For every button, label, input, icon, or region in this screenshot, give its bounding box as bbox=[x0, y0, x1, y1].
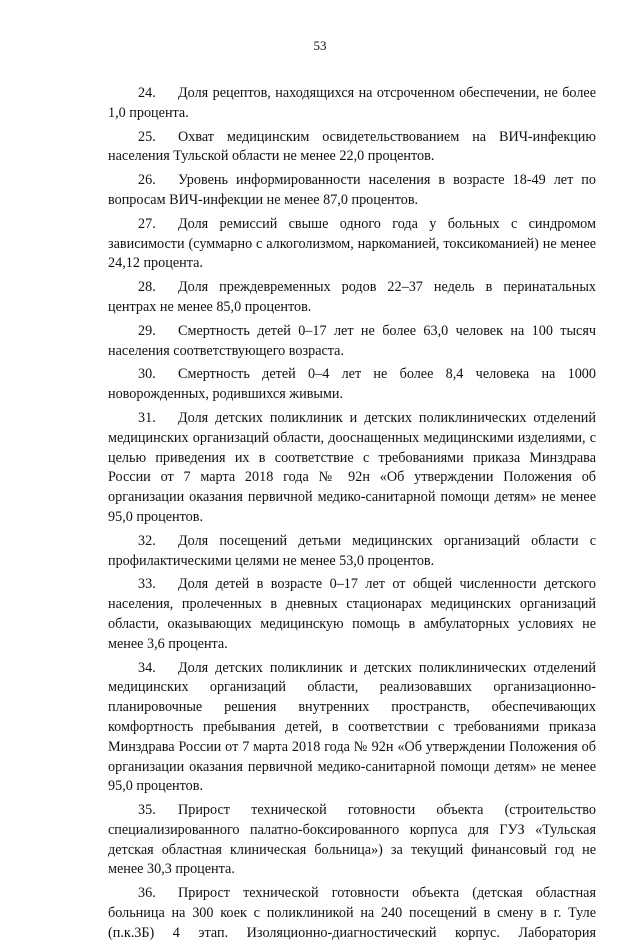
list-item bbox=[108, 171, 596, 211]
item-number: 32. bbox=[138, 532, 156, 549]
item-text: Доля ремиссий свыше одного года у больных с синдромом зависимости (суммарно с алкоголизмом, наркоманией, токсикоманией) не менее 24,12 процента. bbox=[108, 215, 596, 272]
item-number: 29. bbox=[138, 322, 156, 339]
item-number: 35. bbox=[138, 802, 156, 819]
list-item bbox=[108, 884, 596, 943]
item-text: Смертность детей 0–4 лет не более 8,4 человека на 1000 новорожденных, родившихся живыми. bbox=[108, 366, 596, 403]
item-text: Доля рецептов, находящихся на отсроченном обеспечении, не более 1,0 процента. bbox=[108, 85, 596, 121]
list-item bbox=[108, 365, 596, 405]
item-text: Доля посещений детьми медицинских организаций области с профилактическими целями не менее 53,0 процентов. bbox=[108, 532, 596, 569]
item-text: Прирост технической готовности объекта (детская областная больница на 300 коек с поликлиникой на 240 посещений в смену в г. Туле (п.к.3Б) 4 этап. Изоляционно-диагностический корпус. Лаборатория bbox=[108, 885, 596, 941]
list-item bbox=[108, 322, 596, 362]
item-number: 26. bbox=[138, 172, 156, 189]
list-item bbox=[108, 801, 596, 880]
item-text: Охват медицинским освидетельствованием на ВИЧ-инфекцию населения Тульской области не менее 22,0 процентов. bbox=[108, 128, 596, 165]
item-text: Доля детских поликлиник и детских поликлинических отделений медицинских организаций области, реализовавших организационно-планировочные решения внутренних пространств, обеспечивающих комфортность пребывания детей, в соответствии с требованиями приказа Минздрава России от 7 марта 2018 года № 92н «Об утверждении Положения об организации оказания первичной медико-санитарной помощи детям» не менее 95,0 процентов. bbox=[108, 659, 596, 795]
item-text: Уровень информированности населения в возрасте 18-49 лет по вопросам ВИЧ-инфекции не менее 87,0 процентов. bbox=[108, 172, 596, 208]
page-number: 53 bbox=[313, 38, 327, 53]
item-number: 30. bbox=[138, 366, 156, 383]
list-item bbox=[108, 128, 596, 168]
item-number: 33. bbox=[138, 576, 156, 593]
list-item bbox=[108, 659, 596, 798]
item-text: Доля детей в возрасте 0–17 лет от общей численности детского населения, пролеченных в дневных стационарах медицинских организаций области, оказывающих медицинскую помощь в амбулаторных условиях не менее 3,6 процента. bbox=[108, 576, 596, 652]
item-text: Прирост технической готовности объекта (строительство специализированного палатно-боксированного корпуса для ГУЗ «Тульская детская областная клиническая больница») за текущий финансовый год не менее 30,3 процента. bbox=[108, 802, 596, 878]
item-number: 28. bbox=[138, 279, 156, 296]
list-item bbox=[108, 532, 596, 572]
item-text: Доля преждевременных родов 22–37 недель в перинатальных центрах не менее 85,0 процентов. bbox=[108, 279, 596, 315]
item-text: Смертность детей 0–17 лет не более 63,0 человек на 100 тысяч населения соответствующего возраста. bbox=[108, 322, 596, 359]
item-number: 36. bbox=[138, 885, 156, 902]
document-body bbox=[108, 84, 596, 948]
list-item bbox=[108, 215, 596, 274]
item-text: Доля детских поликлиник и детских поликлинических отделений медицинских организаций области, дооснащенных медицинскими изделиями, с целью приведения их в соответствие с требованиями приказа Минздрава России от 7 марта 2018 года № 92н «Об утверждении Положения об организации оказания первичной медико-санитарной помощи детям» не менее 95,0 процентов. bbox=[108, 409, 596, 525]
list-item bbox=[108, 409, 596, 528]
item-number: 25. bbox=[138, 128, 156, 145]
item-number: 31. bbox=[138, 409, 156, 426]
item-number: 34. bbox=[138, 659, 156, 676]
item-number: 27. bbox=[138, 215, 156, 232]
item-number: 24. bbox=[138, 85, 156, 101]
list-item bbox=[108, 84, 596, 124]
list-item bbox=[108, 575, 596, 654]
list-item bbox=[108, 278, 596, 318]
